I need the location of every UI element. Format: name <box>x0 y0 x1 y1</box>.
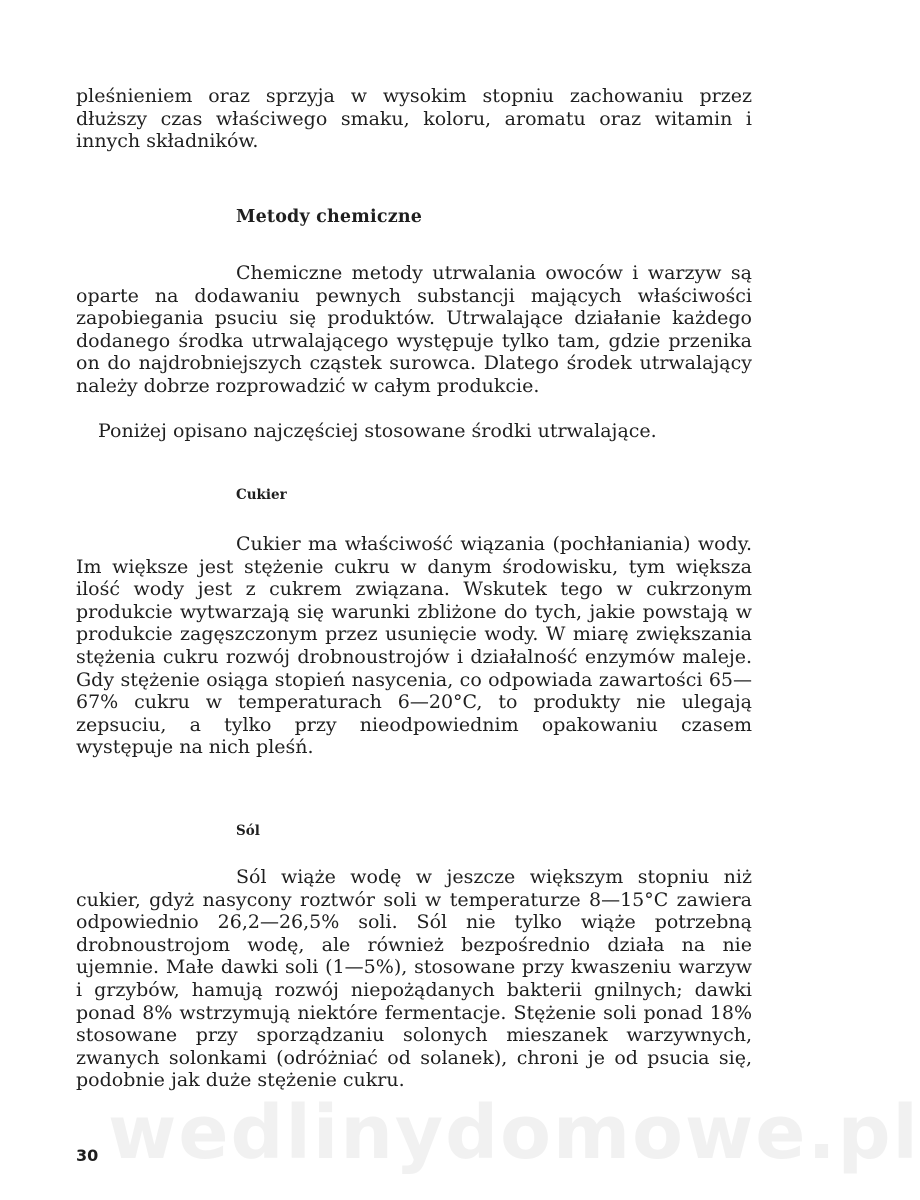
section-paragraph-2: Poniżej opisano najczęściej stosowane środki utrwalające. <box>98 420 657 442</box>
section-title: Metody chemiczne <box>236 207 423 227</box>
subsection-paragraph-salt: Sól wiąże wodę w jeszcze większym stopniu niż cukier, gdyż nasycony roztwór soli w temperaturze 8—15°C zawiera odpowiednio 26,2—26,5% soli. Sól nie tylko wiąże potrzebną drobnoustrojom wodę, ale również bezpośrednio działa na nie ujemnie. Małe dawki soli (1—5%), stosowane przy kwaszeniu warzyw i grzybów, hamują rozwój niepożądanych bakterii gnilnych; dawki ponad 8% wstrzymują niektóre fermentacje. Stężenie soli ponad 18% stosowane przy sporządzaniu solonych mieszanek warzywnych, zwanych solonkami (odróżniać od solanek), chroni je od psucia się, podobnie jak duże stężenie cukru. <box>76 866 752 1092</box>
intro-paragraph: pleśnieniem oraz sprzyja w wysokim stopniu zachowaniu przez dłuższy czas właściwego smaku, koloru, aromatu oraz witamin i innych składników. <box>76 85 752 153</box>
page-number: 30 <box>76 1146 99 1165</box>
subsection-title-sugar: Cukier <box>236 487 287 503</box>
subsection-title-salt: Sól <box>236 823 260 839</box>
section-paragraph-1: Chemiczne metody utrwalania owoców i warzyw są oparte na dodawaniu pewnych substancji mających właściwości zapobiegania psuciu się produktów. Utrwalające działanie każdego dodanego środka utrwalającego występuje tylko tam, gdzie przenika on do najdrobniejszych cząstek surowca. Dlatego środek utrwalający należy dobrze rozprowadzić w całym produkcie. <box>76 262 752 397</box>
subsection-paragraph-sugar: Cukier ma właściwość wiązania (pochłaniania) wody. Im większe jest stężenie cukru w danym środowisku, tym większa ilość wody jest z cukrem związana. Wskutek tego w cukrzonym produkcie wytwarzają się warunki zbliżone do tych, jakie powstają w produkcie zagęszczonym przez usunięcie wody. W miarę zwiększania stężenia cukru rozwój drobnoustrojów i działalność enzymów maleje. Gdy stężenie osiąga stopień nasycenia, co odpowiada zawartości 65—67% cukru w temperaturach 6—20°C, to produkty nie ulegają zepsuciu, a tylko przy nieodpowiednim opakowaniu czasem występuje na nich pleśń. <box>76 533 752 759</box>
watermark: wedlinydomowe.pl <box>108 1090 920 1176</box>
